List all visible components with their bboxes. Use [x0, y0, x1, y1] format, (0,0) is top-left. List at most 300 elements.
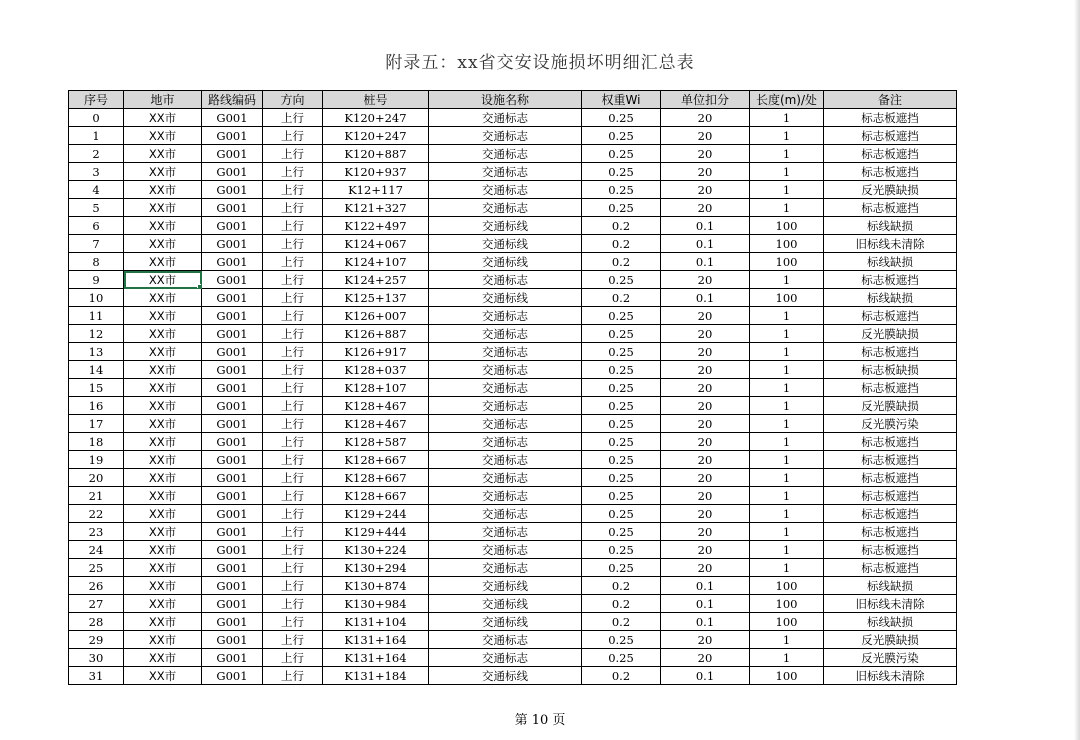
cell-weight[interactable]: 0.25 — [582, 415, 661, 433]
cell-route-code[interactable]: G001 — [202, 433, 263, 451]
cell-weight[interactable]: 0.25 — [582, 631, 661, 649]
cell-city[interactable]: XX市 — [124, 181, 202, 199]
cell-route-code[interactable]: G001 — [202, 253, 263, 271]
cell-length[interactable]: 1 — [750, 559, 824, 577]
cell-direction[interactable]: 上行 — [263, 163, 323, 181]
cell-index[interactable]: 27 — [69, 595, 124, 613]
cell-index[interactable]: 14 — [69, 361, 124, 379]
cell-city[interactable]: XX市 — [124, 163, 202, 181]
header-remarks[interactable]: 备注 — [824, 91, 957, 109]
cell-route-code[interactable]: G001 — [202, 181, 263, 199]
cell-length[interactable]: 1 — [750, 109, 824, 127]
cell-length[interactable]: 1 — [750, 487, 824, 505]
cell-direction[interactable]: 上行 — [263, 487, 323, 505]
cell-unit-deduction[interactable]: 20 — [661, 307, 750, 325]
cell-remarks[interactable]: 旧标线未清除 — [824, 667, 957, 685]
cell-unit-deduction[interactable]: 20 — [661, 451, 750, 469]
cell-direction[interactable]: 上行 — [263, 505, 323, 523]
cell-weight[interactable]: 0.25 — [582, 487, 661, 505]
cell-stake[interactable]: K128+667 — [323, 487, 429, 505]
cell-remarks[interactable]: 旧标线未清除 — [824, 595, 957, 613]
cell-weight[interactable]: 0.2 — [582, 235, 661, 253]
cell-direction[interactable]: 上行 — [263, 523, 323, 541]
cell-index[interactable]: 6 — [69, 217, 124, 235]
cell-remarks[interactable]: 标志板遮挡 — [824, 379, 957, 397]
cell-route-code[interactable]: G001 — [202, 631, 263, 649]
cell-stake[interactable]: K120+887 — [323, 145, 429, 163]
cell-city[interactable]: XX市 — [124, 397, 202, 415]
cell-weight[interactable]: 0.25 — [582, 541, 661, 559]
cell-direction[interactable]: 上行 — [263, 631, 323, 649]
cell-remarks[interactable]: 旧标线未清除 — [824, 235, 957, 253]
cell-direction[interactable]: 上行 — [263, 649, 323, 667]
cell-length[interactable]: 1 — [750, 451, 824, 469]
cell-route-code[interactable]: G001 — [202, 271, 263, 289]
cell-direction[interactable]: 上行 — [263, 307, 323, 325]
cell-city[interactable]: XX市 — [124, 253, 202, 271]
cell-direction[interactable]: 上行 — [263, 181, 323, 199]
cell-city[interactable]: XX市 — [124, 649, 202, 667]
cell-facility[interactable]: 交通标志 — [429, 541, 582, 559]
cell-stake[interactable]: K131+164 — [323, 649, 429, 667]
cell-stake[interactable]: K12+117 — [323, 181, 429, 199]
header-index[interactable]: 序号 — [69, 91, 124, 109]
header-direction[interactable]: 方向 — [263, 91, 323, 109]
cell-route-code[interactable]: G001 — [202, 523, 263, 541]
selection-fill-handle[interactable] — [197, 284, 202, 289]
cell-unit-deduction[interactable]: 0.1 — [661, 253, 750, 271]
cell-weight[interactable]: 0.2 — [582, 289, 661, 307]
cell-stake[interactable]: K130+984 — [323, 595, 429, 613]
cell-direction[interactable]: 上行 — [263, 613, 323, 631]
cell-facility[interactable]: 交通标志 — [429, 397, 582, 415]
cell-facility[interactable]: 交通标志 — [429, 379, 582, 397]
cell-index[interactable]: 9 — [69, 271, 124, 289]
cell-route-code[interactable]: G001 — [202, 451, 263, 469]
cell-facility[interactable]: 交通标志 — [429, 469, 582, 487]
cell-route-code[interactable]: G001 — [202, 163, 263, 181]
cell-city[interactable]: XX市 — [124, 415, 202, 433]
cell-remarks[interactable]: 标志板遮挡 — [824, 343, 957, 361]
cell-length[interactable]: 100 — [750, 595, 824, 613]
cell-direction[interactable]: 上行 — [263, 667, 323, 685]
cell-remarks[interactable]: 标志板遮挡 — [824, 433, 957, 451]
cell-facility[interactable]: 交通标志 — [429, 163, 582, 181]
cell-unit-deduction[interactable]: 20 — [661, 649, 750, 667]
cell-remarks[interactable]: 标志板遮挡 — [824, 109, 957, 127]
cell-facility[interactable]: 交通标线 — [429, 667, 582, 685]
cell-city[interactable]: XX市 — [124, 307, 202, 325]
cell-facility[interactable]: 交通标志 — [429, 325, 582, 343]
cell-index[interactable]: 28 — [69, 613, 124, 631]
cell-facility[interactable]: 交通标志 — [429, 271, 582, 289]
cell-remarks[interactable]: 标志板遮挡 — [824, 559, 957, 577]
cell-length[interactable]: 1 — [750, 505, 824, 523]
cell-stake[interactable]: K128+467 — [323, 415, 429, 433]
cell-length[interactable]: 100 — [750, 667, 824, 685]
cell-city[interactable]: XX市 — [124, 343, 202, 361]
cell-remarks[interactable]: 标线缺损 — [824, 253, 957, 271]
cell-length[interactable]: 1 — [750, 271, 824, 289]
cell-facility[interactable]: 交通标志 — [429, 415, 582, 433]
cell-city[interactable]: XX市 — [124, 325, 202, 343]
cell-facility[interactable]: 交通标线 — [429, 235, 582, 253]
cell-unit-deduction[interactable]: 20 — [661, 397, 750, 415]
cell-index[interactable]: 31 — [69, 667, 124, 685]
cell-city[interactable]: XX市 — [124, 559, 202, 577]
cell-remarks[interactable]: 反光膜缺损 — [824, 325, 957, 343]
cell-route-code[interactable]: G001 — [202, 199, 263, 217]
cell-stake[interactable]: K131+164 — [323, 631, 429, 649]
cell-route-code[interactable]: G001 — [202, 145, 263, 163]
cell-index[interactable]: 5 — [69, 199, 124, 217]
cell-route-code[interactable]: G001 — [202, 541, 263, 559]
cell-city[interactable]: XX市 — [124, 289, 202, 307]
cell-length[interactable]: 100 — [750, 577, 824, 595]
cell-index[interactable]: 10 — [69, 289, 124, 307]
cell-length[interactable]: 100 — [750, 235, 824, 253]
cell-length[interactable]: 1 — [750, 343, 824, 361]
cell-facility[interactable]: 交通标志 — [429, 631, 582, 649]
cell-city[interactable]: XX市 — [124, 577, 202, 595]
cell-route-code[interactable]: G001 — [202, 397, 263, 415]
cell-length[interactable]: 1 — [750, 469, 824, 487]
cell-route-code[interactable]: G001 — [202, 487, 263, 505]
cell-direction[interactable]: 上行 — [263, 217, 323, 235]
cell-city[interactable]: XX市 — [124, 613, 202, 631]
cell-city[interactable]: XX市 — [124, 541, 202, 559]
cell-unit-deduction[interactable]: 20 — [661, 505, 750, 523]
cell-index[interactable]: 19 — [69, 451, 124, 469]
cell-route-code[interactable]: G001 — [202, 505, 263, 523]
cell-length[interactable]: 1 — [750, 523, 824, 541]
cell-unit-deduction[interactable]: 20 — [661, 145, 750, 163]
cell-unit-deduction[interactable]: 20 — [661, 325, 750, 343]
cell-facility[interactable]: 交通标线 — [429, 613, 582, 631]
cell-remarks[interactable]: 标线缺损 — [824, 577, 957, 595]
cell-city[interactable]: XX市 — [124, 469, 202, 487]
cell-remarks[interactable]: 标志板缺损 — [824, 361, 957, 379]
cell-unit-deduction[interactable]: 20 — [661, 487, 750, 505]
cell-facility[interactable]: 交通标志 — [429, 145, 582, 163]
cell-city[interactable]: XX市 — [124, 451, 202, 469]
cell-weight[interactable]: 0.25 — [582, 325, 661, 343]
cell-remarks[interactable]: 反光膜缺损 — [824, 397, 957, 415]
cell-facility[interactable]: 交通标志 — [429, 181, 582, 199]
cell-direction[interactable]: 上行 — [263, 127, 323, 145]
cell-stake[interactable]: K126+887 — [323, 325, 429, 343]
cell-route-code[interactable]: G001 — [202, 379, 263, 397]
cell-unit-deduction[interactable]: 20 — [661, 541, 750, 559]
cell-direction[interactable]: 上行 — [263, 109, 323, 127]
cell-stake[interactable]: K128+587 — [323, 433, 429, 451]
cell-remarks[interactable]: 反光膜污染 — [824, 649, 957, 667]
cell-city[interactable]: XX市 — [124, 217, 202, 235]
cell-city[interactable]: XX市 — [124, 109, 202, 127]
cell-route-code[interactable]: G001 — [202, 343, 263, 361]
cell-route-code[interactable]: G001 — [202, 235, 263, 253]
cell-remarks[interactable]: 标志板遮挡 — [824, 163, 957, 181]
cell-length[interactable]: 1 — [750, 397, 824, 415]
cell-unit-deduction[interactable]: 20 — [661, 469, 750, 487]
cell-city[interactable]: XX市 — [124, 127, 202, 145]
header-route-code[interactable]: 路线编码 — [202, 91, 263, 109]
cell-direction[interactable]: 上行 — [263, 271, 323, 289]
cell-route-code[interactable]: G001 — [202, 127, 263, 145]
cell-index[interactable]: 4 — [69, 181, 124, 199]
cell-weight[interactable]: 0.25 — [582, 451, 661, 469]
cell-facility[interactable]: 交通标志 — [429, 433, 582, 451]
cell-index[interactable]: 1 — [69, 127, 124, 145]
cell-index[interactable]: 3 — [69, 163, 124, 181]
cell-stake[interactable]: K124+107 — [323, 253, 429, 271]
cell-index[interactable]: 21 — [69, 487, 124, 505]
cell-weight[interactable]: 0.25 — [582, 109, 661, 127]
cell-city[interactable]: XX市 — [124, 199, 202, 217]
cell-length[interactable]: 1 — [750, 361, 824, 379]
cell-unit-deduction[interactable]: 20 — [661, 523, 750, 541]
cell-weight[interactable]: 0.2 — [582, 577, 661, 595]
cell-facility[interactable]: 交通标志 — [429, 343, 582, 361]
cell-facility[interactable]: 交通标志 — [429, 109, 582, 127]
cell-unit-deduction[interactable]: 0.1 — [661, 217, 750, 235]
cell-unit-deduction[interactable]: 20 — [661, 343, 750, 361]
cell-unit-deduction[interactable]: 20 — [661, 127, 750, 145]
cell-length[interactable]: 100 — [750, 253, 824, 271]
header-length[interactable]: 长度(m)/处 — [750, 91, 824, 109]
cell-weight[interactable]: 0.2 — [582, 595, 661, 613]
cell-length[interactable]: 1 — [750, 199, 824, 217]
cell-direction[interactable]: 上行 — [263, 559, 323, 577]
cell-stake[interactable]: K128+667 — [323, 469, 429, 487]
cell-unit-deduction[interactable]: 20 — [661, 109, 750, 127]
cell-facility[interactable]: 交通标线 — [429, 577, 582, 595]
cell-unit-deduction[interactable]: 0.1 — [661, 289, 750, 307]
cell-index[interactable]: 24 — [69, 541, 124, 559]
cell-index[interactable]: 29 — [69, 631, 124, 649]
cell-stake[interactable]: K121+327 — [323, 199, 429, 217]
cell-weight[interactable]: 0.25 — [582, 271, 661, 289]
cell-stake[interactable]: K128+467 — [323, 397, 429, 415]
cell-direction[interactable]: 上行 — [263, 289, 323, 307]
cell-direction[interactable]: 上行 — [263, 253, 323, 271]
cell-index[interactable]: 25 — [69, 559, 124, 577]
cell-city[interactable]: XX市 — [124, 667, 202, 685]
cell-direction[interactable]: 上行 — [263, 325, 323, 343]
cell-weight[interactable]: 0.25 — [582, 505, 661, 523]
cell-length[interactable]: 1 — [750, 307, 824, 325]
cell-route-code[interactable]: G001 — [202, 217, 263, 235]
cell-index[interactable]: 15 — [69, 379, 124, 397]
cell-length[interactable]: 1 — [750, 379, 824, 397]
cell-direction[interactable]: 上行 — [263, 415, 323, 433]
cell-weight[interactable]: 0.2 — [582, 253, 661, 271]
cell-unit-deduction[interactable]: 20 — [661, 379, 750, 397]
cell-facility[interactable]: 交通标志 — [429, 649, 582, 667]
cell-index[interactable]: 30 — [69, 649, 124, 667]
cell-direction[interactable]: 上行 — [263, 595, 323, 613]
cell-city[interactable]: XX市 — [124, 379, 202, 397]
cell-unit-deduction[interactable]: 20 — [661, 433, 750, 451]
cell-unit-deduction[interactable]: 20 — [661, 181, 750, 199]
cell-direction[interactable]: 上行 — [263, 235, 323, 253]
cell-stake[interactable]: K128+037 — [323, 361, 429, 379]
cell-direction[interactable]: 上行 — [263, 343, 323, 361]
header-stake[interactable]: 桩号 — [323, 91, 429, 109]
cell-weight[interactable]: 0.25 — [582, 163, 661, 181]
cell-remarks[interactable]: 标志板遮挡 — [824, 505, 957, 523]
cell-index[interactable]: 23 — [69, 523, 124, 541]
cell-index[interactable]: 2 — [69, 145, 124, 163]
cell-route-code[interactable]: G001 — [202, 325, 263, 343]
cell-facility[interactable]: 交通标线 — [429, 253, 582, 271]
cell-remarks[interactable]: 标志板遮挡 — [824, 307, 957, 325]
cell-city[interactable]: XX市 — [124, 235, 202, 253]
cell-direction[interactable]: 上行 — [263, 541, 323, 559]
cell-weight[interactable]: 0.25 — [582, 127, 661, 145]
cell-length[interactable]: 1 — [750, 433, 824, 451]
cell-index[interactable]: 12 — [69, 325, 124, 343]
cell-facility[interactable]: 交通标线 — [429, 217, 582, 235]
cell-stake[interactable]: K124+067 — [323, 235, 429, 253]
cell-route-code[interactable]: G001 — [202, 667, 263, 685]
cell-stake[interactable]: K128+667 — [323, 451, 429, 469]
cell-length[interactable]: 1 — [750, 145, 824, 163]
cell-weight[interactable]: 0.25 — [582, 199, 661, 217]
cell-facility[interactable]: 交通标志 — [429, 307, 582, 325]
cell-route-code[interactable]: G001 — [202, 595, 263, 613]
cell-weight[interactable]: 0.25 — [582, 433, 661, 451]
cell-length[interactable]: 1 — [750, 649, 824, 667]
cell-remarks[interactable]: 反光膜缺损 — [824, 631, 957, 649]
cell-facility[interactable]: 交通标线 — [429, 595, 582, 613]
header-weight[interactable]: 权重Wi — [582, 91, 661, 109]
cell-index[interactable]: 22 — [69, 505, 124, 523]
cell-stake[interactable]: K129+244 — [323, 505, 429, 523]
cell-remarks[interactable]: 反光膜污染 — [824, 415, 957, 433]
cell-unit-deduction[interactable]: 20 — [661, 415, 750, 433]
cell-weight[interactable]: 0.2 — [582, 667, 661, 685]
cell-remarks[interactable]: 反光膜缺损 — [824, 181, 957, 199]
cell-weight[interactable]: 0.25 — [582, 523, 661, 541]
cell-facility[interactable]: 交通标志 — [429, 523, 582, 541]
cell-length[interactable]: 1 — [750, 163, 824, 181]
cell-route-code[interactable]: G001 — [202, 109, 263, 127]
cell-stake[interactable]: K124+257 — [323, 271, 429, 289]
cell-index[interactable]: 8 — [69, 253, 124, 271]
cell-index[interactable]: 16 — [69, 397, 124, 415]
cell-index[interactable]: 13 — [69, 343, 124, 361]
cell-unit-deduction[interactable]: 0.1 — [661, 613, 750, 631]
cell-weight[interactable]: 0.2 — [582, 217, 661, 235]
cell-facility[interactable]: 交通标志 — [429, 559, 582, 577]
cell-stake[interactable]: K120+247 — [323, 127, 429, 145]
cell-index[interactable]: 20 — [69, 469, 124, 487]
header-city[interactable]: 地市 — [124, 91, 202, 109]
cell-remarks[interactable]: 标线缺损 — [824, 217, 957, 235]
cell-facility[interactable]: 交通标志 — [429, 451, 582, 469]
cell-stake[interactable]: K131+104 — [323, 613, 429, 631]
cell-stake[interactable]: K128+107 — [323, 379, 429, 397]
cell-facility[interactable]: 交通标线 — [429, 289, 582, 307]
cell-facility[interactable]: 交通标志 — [429, 127, 582, 145]
cell-weight[interactable]: 0.25 — [582, 379, 661, 397]
cell-direction[interactable]: 上行 — [263, 469, 323, 487]
cell-remarks[interactable]: 标志板遮挡 — [824, 523, 957, 541]
header-facility[interactable]: 设施名称 — [429, 91, 582, 109]
cell-route-code[interactable]: G001 — [202, 289, 263, 307]
cell-remarks[interactable]: 标志板遮挡 — [824, 271, 957, 289]
cell-stake[interactable]: K126+917 — [323, 343, 429, 361]
cell-city[interactable]: XX市 — [124, 631, 202, 649]
cell-remarks[interactable]: 标线缺损 — [824, 289, 957, 307]
cell-stake[interactable]: K129+444 — [323, 523, 429, 541]
cell-unit-deduction[interactable]: 20 — [661, 631, 750, 649]
cell-facility[interactable]: 交通标志 — [429, 505, 582, 523]
cell-stake[interactable]: K125+137 — [323, 289, 429, 307]
cell-length[interactable]: 1 — [750, 541, 824, 559]
cell-route-code[interactable]: G001 — [202, 415, 263, 433]
cell-city[interactable]: XX市 — [124, 505, 202, 523]
cell-stake[interactable]: K120+247 — [323, 109, 429, 127]
cell-weight[interactable]: 0.25 — [582, 397, 661, 415]
cell-stake[interactable]: K131+184 — [323, 667, 429, 685]
header-unit-deduction[interactable]: 单位扣分 — [661, 91, 750, 109]
cell-length[interactable]: 1 — [750, 127, 824, 145]
cell-remarks[interactable]: 标志板遮挡 — [824, 541, 957, 559]
cell-route-code[interactable]: G001 — [202, 649, 263, 667]
cell-unit-deduction[interactable]: 20 — [661, 199, 750, 217]
cell-unit-deduction[interactable]: 0.1 — [661, 667, 750, 685]
cell-remarks[interactable]: 标志板遮挡 — [824, 145, 957, 163]
cell-city[interactable]: XX市 — [124, 487, 202, 505]
cell-index[interactable]: 18 — [69, 433, 124, 451]
cell-unit-deduction[interactable]: 20 — [661, 361, 750, 379]
cell-city[interactable]: XX市 — [124, 361, 202, 379]
cell-route-code[interactable]: G001 — [202, 469, 263, 487]
cell-unit-deduction[interactable]: 0.1 — [661, 595, 750, 613]
cell-direction[interactable]: 上行 — [263, 433, 323, 451]
cell-weight[interactable]: 0.25 — [582, 361, 661, 379]
cell-unit-deduction[interactable]: 20 — [661, 163, 750, 181]
cell-city[interactable]: XX市 — [124, 271, 202, 289]
cell-unit-deduction[interactable]: 20 — [661, 559, 750, 577]
cell-weight[interactable]: 0.25 — [582, 307, 661, 325]
cell-remarks[interactable]: 标志板遮挡 — [824, 199, 957, 217]
cell-facility[interactable]: 交通标志 — [429, 361, 582, 379]
cell-weight[interactable]: 0.25 — [582, 649, 661, 667]
cell-unit-deduction[interactable]: 20 — [661, 271, 750, 289]
cell-length[interactable]: 1 — [750, 631, 824, 649]
cell-unit-deduction[interactable]: 0.1 — [661, 235, 750, 253]
cell-weight[interactable]: 0.25 — [582, 343, 661, 361]
cell-length[interactable]: 1 — [750, 181, 824, 199]
cell-route-code[interactable]: G001 — [202, 559, 263, 577]
cell-length[interactable]: 100 — [750, 613, 824, 631]
cell-stake[interactable]: K126+007 — [323, 307, 429, 325]
cell-length[interactable]: 1 — [750, 325, 824, 343]
cell-city[interactable]: XX市 — [124, 145, 202, 163]
cell-route-code[interactable]: G001 — [202, 307, 263, 325]
cell-weight[interactable]: 0.25 — [582, 181, 661, 199]
cell-city[interactable]: XX市 — [124, 595, 202, 613]
cell-weight[interactable]: 0.25 — [582, 145, 661, 163]
cell-index[interactable]: 11 — [69, 307, 124, 325]
cell-index[interactable]: 7 — [69, 235, 124, 253]
cell-remarks[interactable]: 标志板遮挡 — [824, 451, 957, 469]
cell-stake[interactable]: K130+224 — [323, 541, 429, 559]
cell-stake[interactable]: K122+497 — [323, 217, 429, 235]
